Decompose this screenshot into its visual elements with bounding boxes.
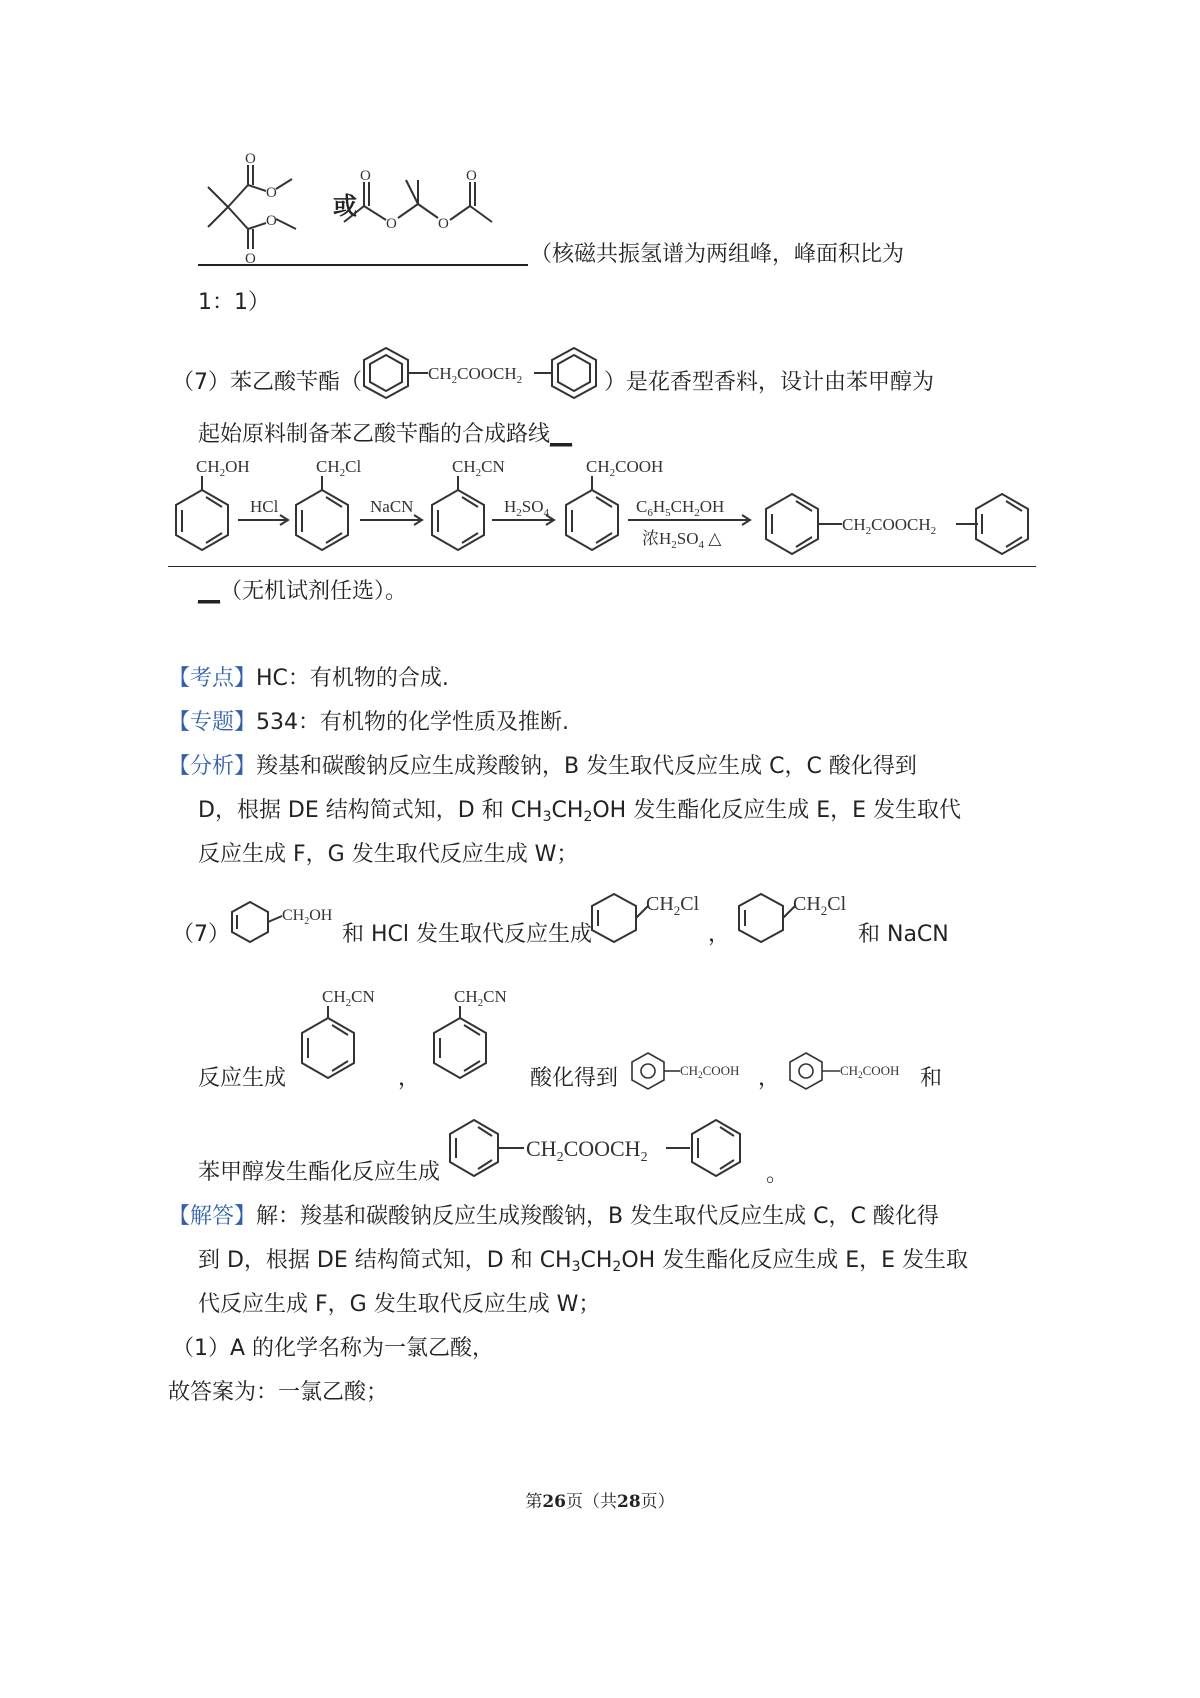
svg-text:O: O	[386, 216, 397, 232]
footer-total-pages: 28	[617, 1492, 641, 1512]
q7-line1-suffix: ）是花香型香料，设计由苯甲醇为	[604, 370, 935, 395]
kaodian-line	[168, 664, 449, 694]
fenxi-p7-comma3: ，	[758, 1066, 781, 1091]
svg-text:O: O	[438, 216, 449, 232]
route-sub-2: $CH_2Cl$	[316, 457, 362, 479]
jieda-answer: 故答案为：一氯乙酸；	[168, 1380, 389, 1405]
svg-text:O: O	[245, 151, 256, 167]
svg-text:O: O	[266, 185, 277, 201]
kaodian-text: HC：有机物的合成.	[256, 666, 449, 691]
fenxi-p7-text6: 苯甲醇发生酯化反应生成	[198, 1160, 441, 1185]
fenxi-p7-end: 。	[766, 1162, 789, 1187]
q7-line2-blank: __	[550, 422, 573, 447]
route-underline	[168, 566, 1036, 567]
benzyl-chloride-structure-2	[735, 884, 860, 944]
benzyl-phenylacetate-structure-2	[444, 1114, 764, 1182]
zhuanti-text: 534：有机物的化学性质及推断.	[256, 710, 570, 735]
synthesis-route	[170, 452, 1040, 567]
footer-prefix: 第	[525, 1492, 543, 1512]
fenxi-line2: D，根据 DE 结构简式知，D 和 $CH_3CH_2OH$ 发生酯化反应生成 E，E 发生取代	[198, 798, 961, 825]
jieda-line3: 代反应生成 F，G 发生取代反应生成 W；	[198, 1292, 601, 1317]
svg-text:O: O	[245, 251, 256, 265]
fenxi-p7-text1: 和 HCl 发生取代反应生成	[342, 922, 593, 947]
fenxi-p7-comma2: ，	[398, 1066, 421, 1091]
q7-tail-blank: __	[198, 579, 220, 604]
route-reagent-2: NaCN	[370, 497, 414, 516]
fenxi-text1: 羧基和碳酸钠反应生成羧酸钠，B 发生取代反应生成 C，C 酸化得到	[256, 754, 917, 779]
svg-text:O: O	[466, 168, 477, 184]
jieda-line2-a: 到 D，根据 DE 结构简式知，D 和 CH	[198, 1248, 572, 1273]
route-sub-3: $CH_2CN$	[452, 457, 505, 479]
svg-text:CH2COOCH2: $CH_2COOCH_2$	[428, 364, 523, 386]
route-reagent-1: HCl	[250, 497, 279, 516]
answer-blank-6	[198, 264, 528, 266]
fenxi-line2-b: CH	[551, 798, 584, 823]
svg-text:CH2Cl: $CH_2Cl$	[793, 893, 847, 918]
svg-text:CH2Cl: $CH_2Cl$	[646, 893, 700, 918]
fenxi-p7-text2: 和 NaCN	[858, 922, 949, 947]
fenxi-p7-text3: 反应生成	[198, 1066, 287, 1091]
phenylacetic-acid-structure-2	[786, 1050, 921, 1090]
or-connector: 或	[333, 192, 357, 220]
page-footer	[0, 1487, 1200, 1512]
svg-text:CH2OH: $CH_2OH$	[282, 907, 333, 927]
jieda-line2-b: CH	[580, 1248, 613, 1273]
kaodian-tag: 【考点】	[168, 666, 257, 691]
benzyl-alcohol-structure	[228, 896, 343, 946]
fenxi-line2-a: D，根据 DE 结构简式知，D 和 CH	[198, 798, 543, 823]
fenxi-p7-label: （7）	[172, 922, 230, 947]
dimethyl-malonate-structure	[200, 145, 315, 265]
diacetate-structure	[340, 168, 510, 238]
jieda-tag: 【解答】	[168, 1204, 257, 1229]
route-reagent-5: 浓$H_2SO_4$ △	[642, 529, 722, 551]
route-reagent-4: $C_6H_5CH_2OH$	[636, 497, 725, 519]
svg-text:CH2CN: $CH_2CN$	[322, 987, 375, 1009]
svg-text:O: O	[360, 168, 371, 184]
fenxi-line3: 反应生成 F，G 发生取代反应生成 W；	[198, 842, 579, 867]
jieda-line2-c: OH 发生酯化反应生成 E，E 发生取	[621, 1248, 968, 1273]
zhuanti-tag: 【专题】	[168, 710, 257, 735]
route-sub-4: $CH_2COOH$	[586, 457, 664, 479]
q7-line2-text: 起始原料制备苯乙酸苄酯的合成路线	[198, 422, 551, 447]
jieda-line2: 到 D，根据 DE 结构简式知，D 和 $CH_3CH_2OH$ 发生酯化反应生成 E，E 发生取	[198, 1248, 968, 1275]
benzyl-chloride-structure-1	[588, 884, 713, 944]
benzyl-cyanide-structure-1	[296, 978, 391, 1088]
jieda-text1: 解：羧基和碳酸钠反应生成羧酸钠，B 发生取代反应生成 C，C 酸化得	[256, 1204, 939, 1229]
fenxi-p7-comma: ，	[708, 922, 731, 947]
peak-ratio: 1：1）	[198, 290, 270, 315]
benzyl-phenylacetate-structure	[358, 340, 603, 410]
fenxi-tag: 【分析】	[168, 754, 257, 779]
phenylacetic-acid-structure-1	[628, 1050, 758, 1090]
footer-page-number: 26	[542, 1492, 566, 1512]
fenxi-p7-text5: 和	[920, 1066, 943, 1091]
svg-text:CH2COOH: $CH_2COOH$	[680, 1063, 740, 1080]
q7-tail-text: （无机试剂任选）。	[220, 579, 408, 604]
q7-tail	[198, 577, 407, 607]
nmr-note: （核磁共振氢谱为两组峰，峰面积比为	[530, 242, 905, 267]
footer-mid: 页（共	[566, 1492, 617, 1512]
zhuanti-line	[168, 708, 569, 738]
svg-text:CH2CN: $CH_2CN$	[454, 987, 507, 1009]
svg-text:O: O	[266, 213, 277, 229]
route-product-label: $CH_2COOCH_2$	[842, 515, 937, 537]
route-reagent-3: $H_2SO_4$	[504, 497, 550, 519]
svg-text:CH2COOCH2: $CH_2COOCH_2$	[526, 1136, 648, 1165]
jieda-q1: （1）A 的化学名称为一氯乙酸，	[172, 1336, 495, 1361]
q7-line2	[198, 420, 572, 450]
footer-suffix: 页）	[640, 1492, 675, 1512]
route-sub-1: $CH_2OH$	[196, 457, 250, 479]
fenxi-p7-text4: 酸化得到	[530, 1066, 619, 1091]
q7-line1-prefix: （7）苯乙酸苄酯（	[172, 370, 362, 395]
fenxi-line2-c: OH 发生酯化反应生成 E，E 发生取代	[592, 798, 961, 823]
jieda-line1	[168, 1202, 939, 1232]
svg-text:CH2COOH: $CH_2COOH$	[840, 1063, 900, 1080]
fenxi-line1	[168, 752, 917, 782]
benzyl-cyanide-structure-2	[428, 978, 523, 1088]
